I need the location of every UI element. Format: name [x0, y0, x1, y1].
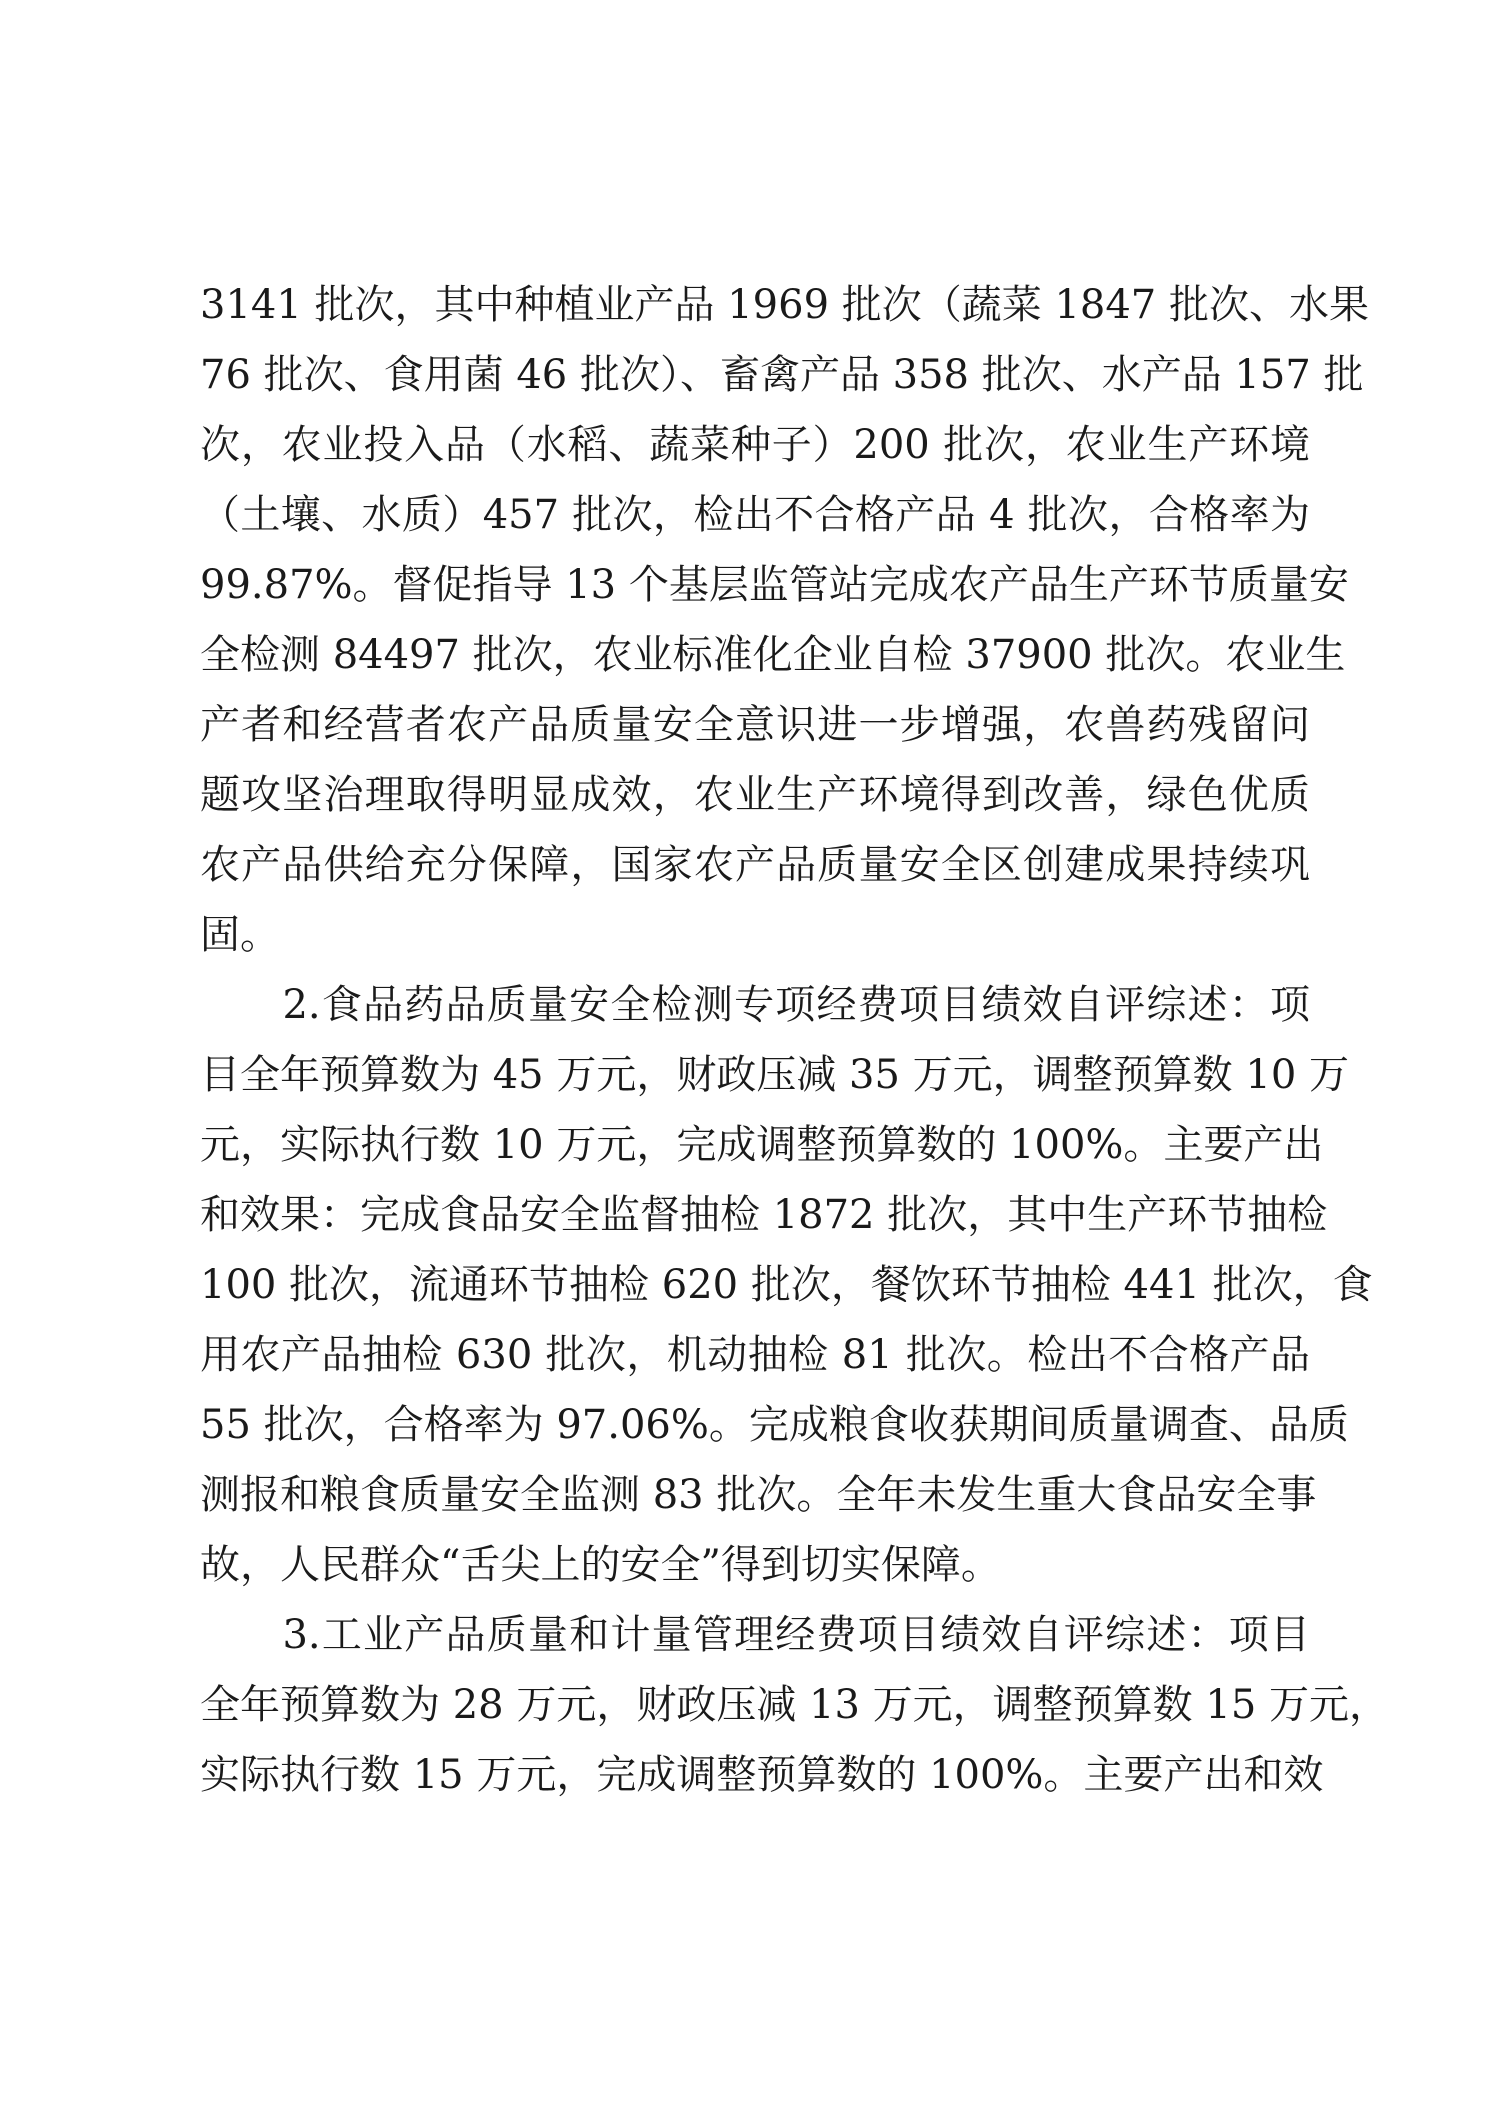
text-line: 元，实际执行数 10 万元，完成调整预算数的 100%。主要产出	[200, 1122, 1324, 1168]
document-body	[200, 270, 1389, 1810]
text-line: 农产品供给充分保障，国家农产品质量安全区创建成果持续巩	[200, 842, 1310, 888]
text-line: 题攻坚治理取得明显成效，农业生产环境得到改善，绿色优质	[200, 772, 1310, 818]
text-line: 用农产品抽检 630 批次，机动抽检 81 批次。检出不合格产品	[200, 1332, 1310, 1378]
paragraph-industrial-quality	[200, 1600, 1389, 1810]
paragraph-food-drug-testing	[200, 970, 1373, 1600]
text-line: 全年预算数为 28 万元，财政压减 13 万元，调整预算数 15 万元，	[200, 1682, 1389, 1728]
text-line: 故，人民群众“舌尖上的安全”得到切实保障。	[200, 1542, 1001, 1588]
text-line: 100 批次，流通环节抽检 620 批次，餐饮环节抽检 441 批次，食	[200, 1262, 1373, 1308]
text-line: 测报和粮食质量安全监测 83 批次。全年未发生重大食品安全事	[200, 1472, 1317, 1518]
paragraph-agri-testing-results	[200, 270, 1369, 970]
text-line: 2.食品药品质量安全检测专项经费项目绩效自评综述：项	[200, 982, 1310, 1028]
text-line: （土壤、水质）457 批次，检出不合格产品 4 批次，合格率为	[200, 492, 1310, 538]
text-line: 99.87%。督促指导 13 个基层监管站完成农产品生产环节质量安	[200, 562, 1349, 608]
text-line: 实际执行数 15 万元，完成调整预算数的 100%。主要产出和效	[200, 1752, 1324, 1798]
text-line: 76 批次、食用菌 46 批次）、畜禽产品 358 批次、水产品 157 批	[200, 352, 1364, 398]
text-line: 目全年预算数为 45 万元，财政压减 35 万元，调整预算数 10 万	[200, 1052, 1349, 1098]
text-line: 全检测 84497 批次，农业标准化企业自检 37900 批次。农业生	[200, 632, 1346, 678]
text-line: 3141 批次，其中种植业产品 1969 批次（蔬菜 1847 批次、水果	[200, 282, 1369, 328]
text-line: 3.工业产品质量和计量管理经费项目绩效自评综述：项目	[200, 1612, 1310, 1658]
text-line: 固。	[200, 912, 280, 958]
text-line: 产者和经营者农产品质量安全意识进一步增强，农兽药残留问	[200, 702, 1310, 748]
text-line: 和效果：完成食品安全监督抽检 1872 批次，其中生产环节抽检	[200, 1192, 1328, 1238]
text-line: 55 批次，合格率为 97.06%。完成粮食收获期间质量调查、品质	[200, 1402, 1349, 1448]
text-line: 次，农业投入品（水稻、蔬菜种子）200 批次，农业生产环境	[200, 422, 1310, 468]
